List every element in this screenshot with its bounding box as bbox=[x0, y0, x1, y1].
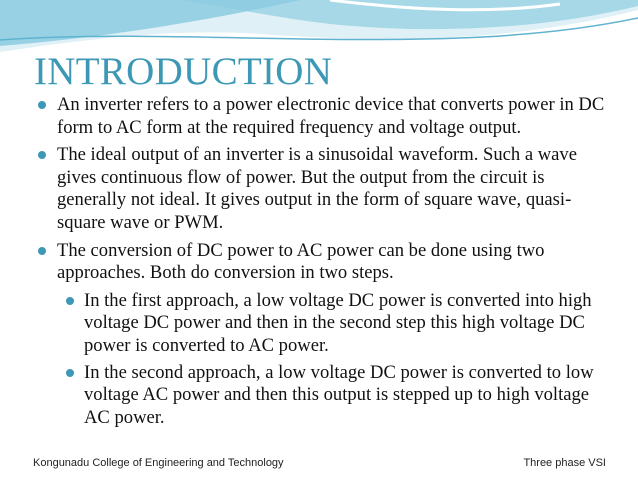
bullet-item bbox=[0, 240, 638, 285]
bullet-text: The conversion of DC power to AC power can be done using two approaches. Both do conversion in two steps. bbox=[57, 239, 545, 284]
sub-bullet-text: In the second approach, a low voltage DC power is converted to low voltage AC power and then this output is stepped up to high voltage AC power. bbox=[84, 361, 594, 428]
bullet-dot-icon bbox=[38, 101, 46, 109]
bullet-list bbox=[0, 94, 638, 433]
bullet-dot-icon bbox=[66, 369, 74, 377]
bullet-item bbox=[0, 144, 638, 234]
sub-bullet-item bbox=[0, 362, 638, 430]
bullet-dot-icon bbox=[38, 247, 46, 255]
sub-bullet-item bbox=[0, 290, 638, 358]
sub-bullet-text: In the first approach, a low voltage DC power is converted into high voltage DC power and then in the second step this high voltage DC power is converted to AC power. bbox=[84, 289, 592, 356]
footer-topic: Three phase VSI bbox=[523, 457, 606, 469]
bullet-dot-icon bbox=[38, 151, 46, 159]
slide-title: INTRODUCTION bbox=[34, 50, 333, 93]
footer-institution: Kongunadu College of Engineering and Technology bbox=[33, 457, 284, 469]
bullet-dot-icon bbox=[66, 297, 74, 305]
bullet-text: The ideal output of an inverter is a sinusoidal waveform. Such a wave gives continuous flow of power. But the output from the circuit is generally not ideal. It gives output in the form of square wave, quasi-square wave or PWM. bbox=[57, 144, 577, 233]
bullet-item bbox=[0, 94, 638, 139]
bullet-text: An inverter refers to a power electronic device that converts power in DC form to AC form at the required frequency and voltage output. bbox=[57, 94, 605, 138]
